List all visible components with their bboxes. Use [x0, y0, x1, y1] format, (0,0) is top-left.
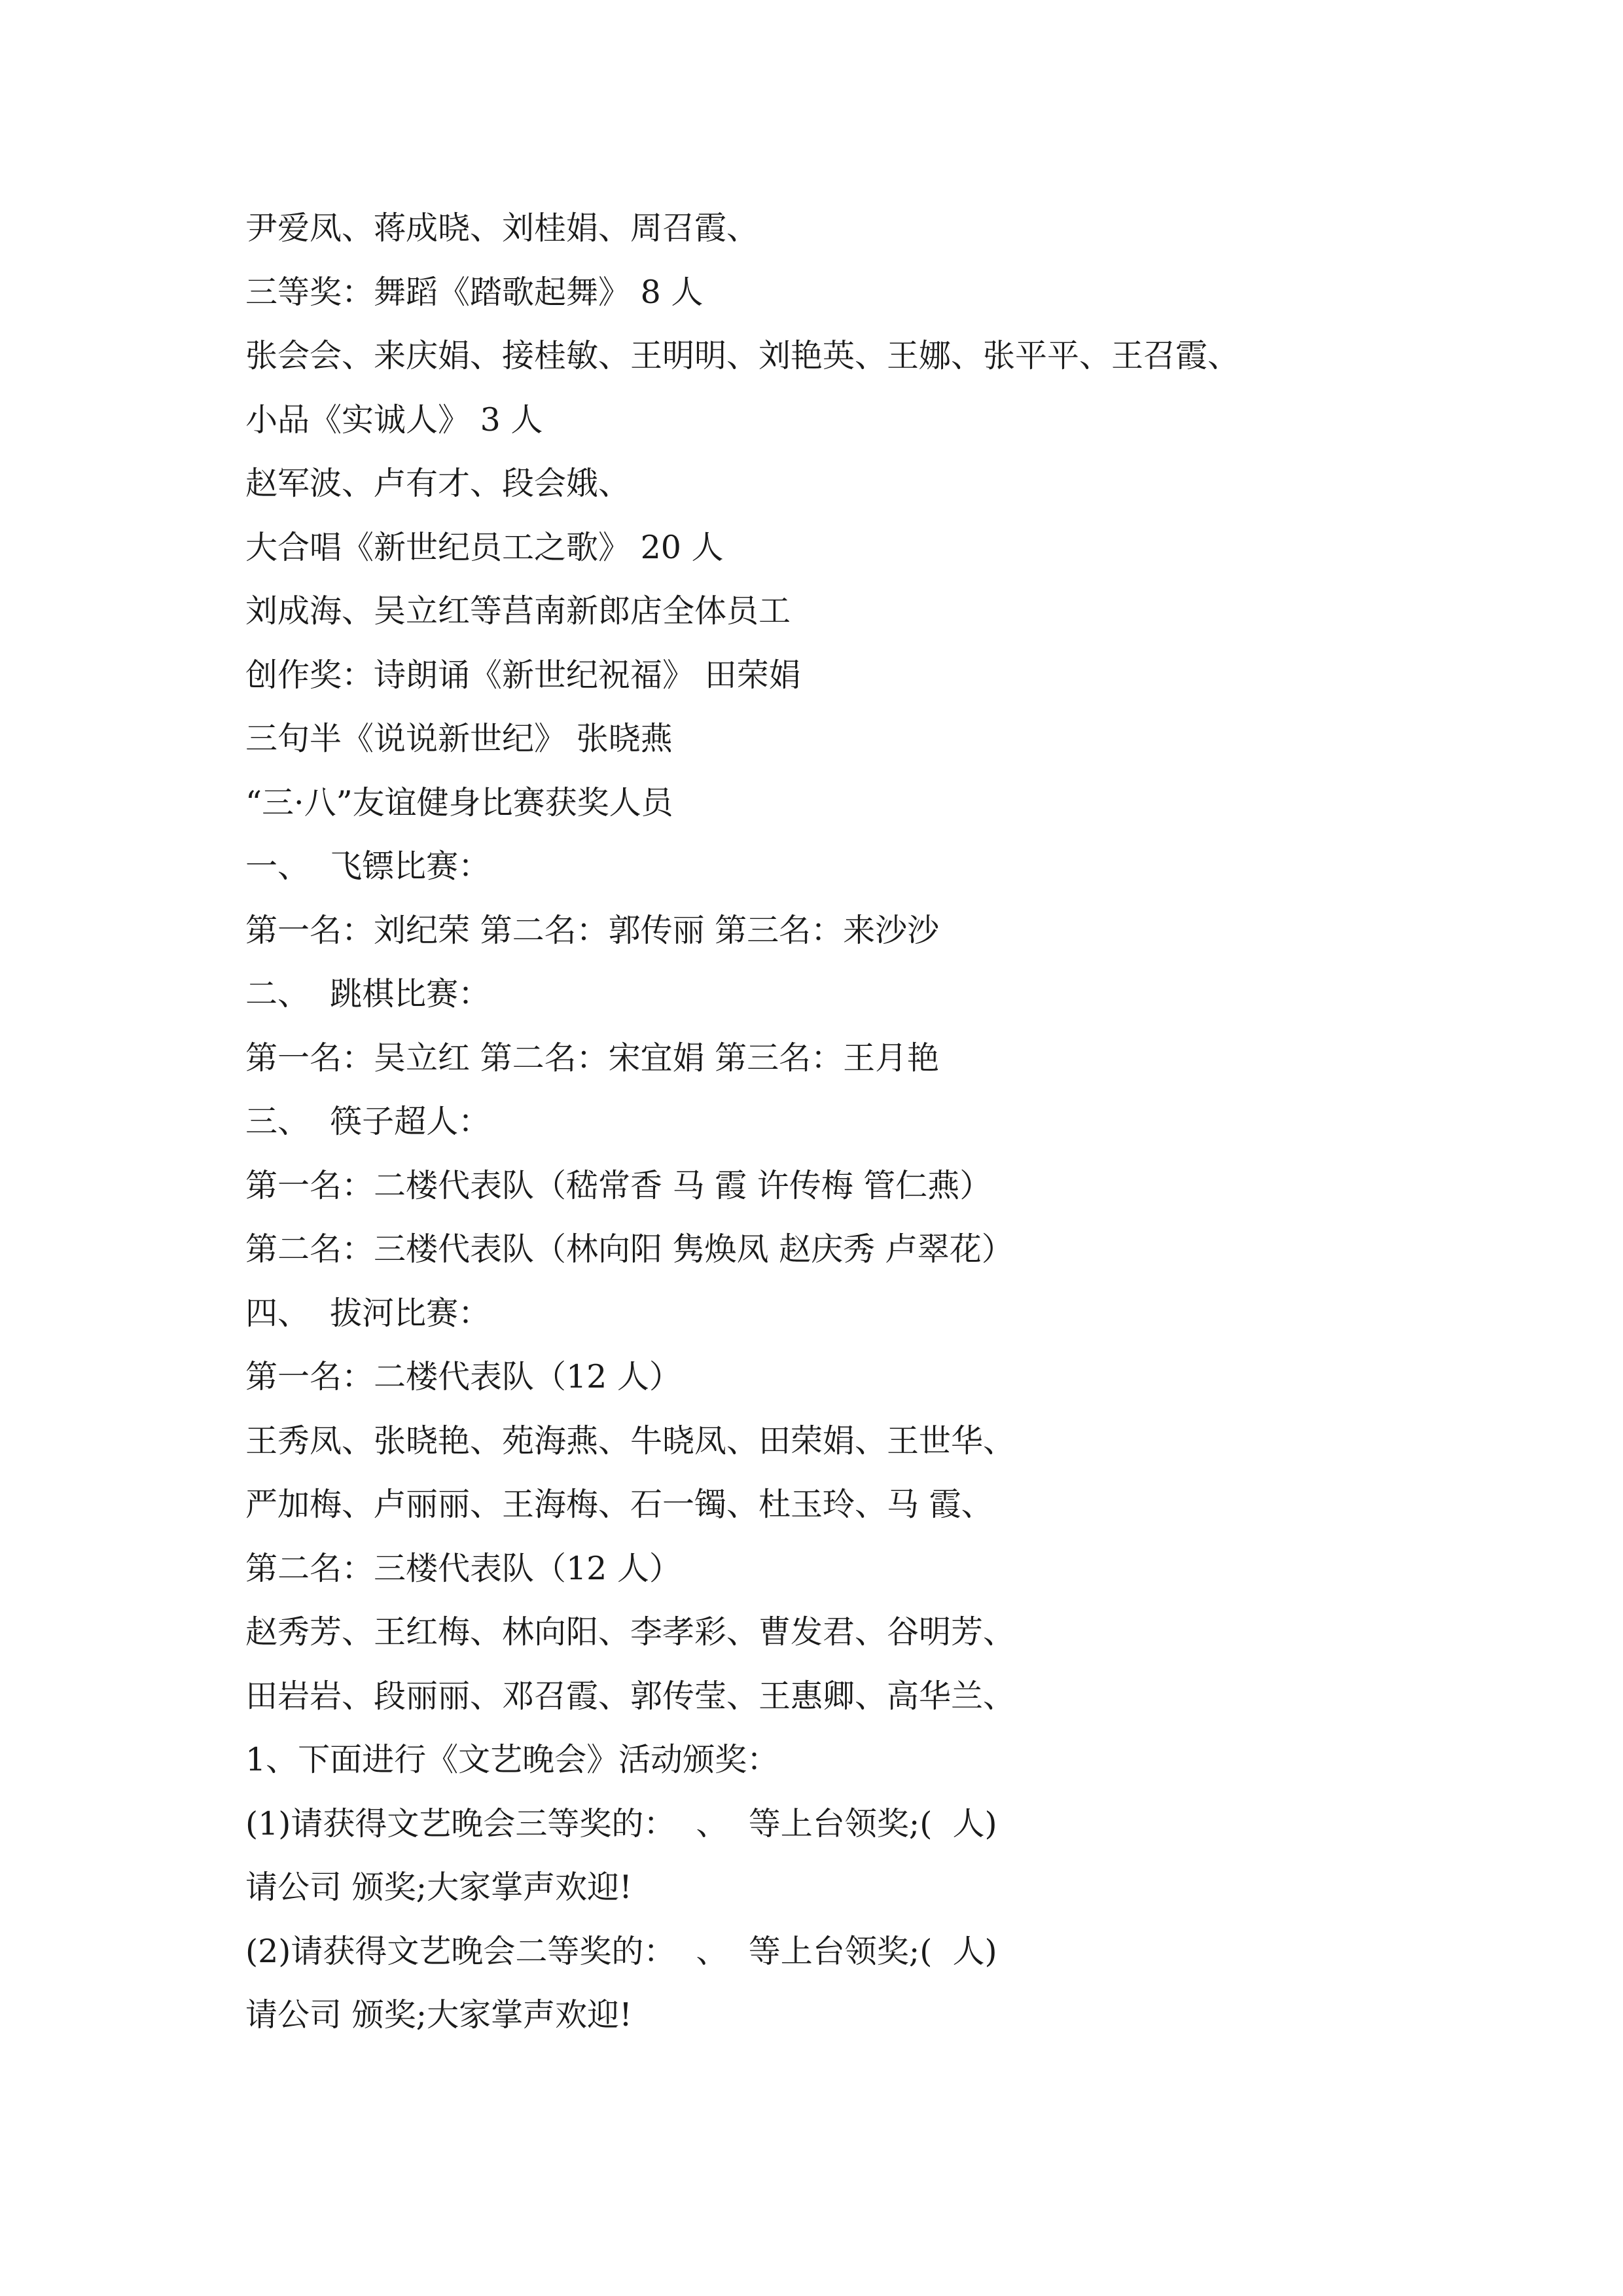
list-heading: 三、 筷子超人：: [245, 1103, 491, 1140]
text-line: 第一名：吴立红 第二名：宋宜娟 第三名：王月艳: [245, 1039, 940, 1077]
text-line: 请公司 颁奖;大家掌声欢迎!: [245, 1869, 632, 1906]
text-line: 第一名：二楼代表队（12 人）: [245, 1358, 681, 1395]
text-line: 第二名：三楼代表队（林向阳 隽焕凤 赵庆秀 卢翠花）: [245, 1230, 1014, 1268]
list-heading: 二、 跳棋比赛：: [245, 975, 491, 1013]
text-line: 第一名：刘纪荣 第二名：郭传丽 第三名：来沙沙: [245, 911, 940, 949]
text-line: 大合唱《新世纪员工之歌》 20 人: [245, 528, 724, 566]
text-line: 1、下面进行《文艺晚会》活动颁奖：: [245, 1741, 779, 1778]
text-line: 严加梅、卢丽丽、王海梅、石一镯、杜玉玲、马 霞、: [245, 1486, 993, 1523]
text-line: 赵秀芳、王红梅、林向阳、李孝彩、曹发君、谷明芳、: [245, 1613, 1016, 1651]
text-line: 张会会、来庆娟、接桂敏、王明明、刘艳英、王娜、张平平、王召霞、: [245, 337, 1240, 374]
text-line: 田岩岩、段丽丽、邓召霞、郭传莹、王惠卿、高华兰、: [245, 1677, 1016, 1715]
text-line: 刘成海、吴立红等莒南新郎店全体员工: [245, 592, 791, 630]
text-line: 第一名：二楼代表队（嵇常香 马 霞 许传梅 管仁燕）: [245, 1166, 992, 1204]
text-line: 王秀凤、张晓艳、苑海燕、牛晓凤、田荣娟、王世华、: [245, 1422, 1016, 1460]
text-line: (2)请获得文艺晚会二等奖的： 、 等上台领奖;( 人): [245, 1932, 997, 1970]
text-line: 小品《实诚人》 3 人: [245, 401, 543, 439]
list-heading: 四、 拔河比赛：: [245, 1294, 491, 1332]
text-line: 第二名：三楼代表队（12 人）: [245, 1549, 681, 1587]
text-line: 请公司 颁奖;大家掌声欢迎!: [245, 1996, 632, 2034]
text-line: 赵军波、卢有才、段会娥、: [245, 465, 631, 502]
list-heading: 一、 飞镖比赛：: [245, 848, 491, 885]
text-line: 创作奖：诗朗诵《新世纪祝福》 田荣娟: [245, 656, 801, 694]
text-line: 尹爱凤、蒋成晓、刘桂娟、周召霞、: [245, 209, 759, 247]
section-heading: “三·八”友谊健身比赛获奖人员: [245, 783, 673, 821]
text-line: (1)请获得文艺晚会三等奖的： 、 等上台领奖;( 人): [245, 1804, 997, 1842]
text-line: 三句半《说说新世纪》 张晓燕: [245, 720, 673, 757]
document-body: [245, 196, 1554, 2047]
text-line: 三等奖：舞蹈《踏歌起舞》 8 人: [245, 273, 704, 311]
